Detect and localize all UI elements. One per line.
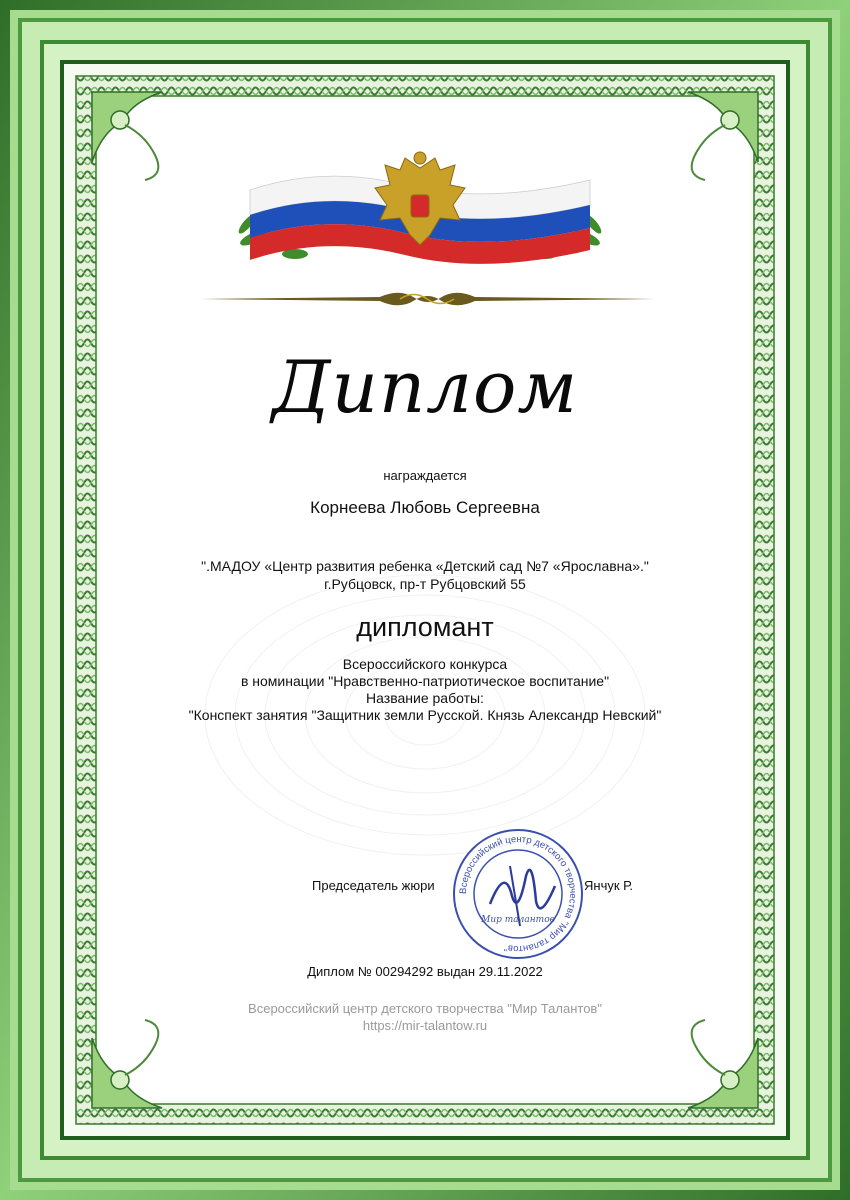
degree-label: дипломант bbox=[356, 612, 494, 642]
organization-address: г.Рубцовск, пр-т Рубцовский 55 bbox=[324, 576, 526, 592]
signature-label: Председатель жюри bbox=[312, 878, 435, 893]
signer-name: Янчук Р. bbox=[584, 878, 633, 893]
organization-line: ".МАДОУ «Центр развития ребенка «Детский сад №7 «Ярославна»." bbox=[201, 558, 649, 574]
stamp-center-text: Мир талантов bbox=[481, 915, 555, 925]
work-title: "Конспект занятия "Защитник земли Русской. Князь Александр Невский" bbox=[188, 707, 662, 723]
contest-info bbox=[0, 656, 850, 724]
recipient-name: Корнеева Любовь Сергеевна bbox=[310, 498, 540, 517]
contest-name: Всероссийского конкурса bbox=[342, 656, 508, 672]
contest-nomination: в номинации "Нравственно-патриотическое воспитание" bbox=[240, 673, 610, 689]
stamp-ring-text: Всероссийский центр детского творчества "Мир талантов" bbox=[457, 833, 579, 955]
diploma-title: Диплом bbox=[271, 345, 579, 429]
issuer-name: Всероссийский центр детского творчества "Мир Талантов" bbox=[248, 1001, 602, 1016]
work-title-label: Название работы: bbox=[366, 690, 484, 706]
organization bbox=[0, 557, 850, 593]
svg-text:Всероссийский центр детского т bbox=[458, 834, 578, 954]
flag-emblem bbox=[235, 150, 605, 275]
awarded-label: награждается bbox=[383, 468, 467, 483]
issuer-footer bbox=[0, 1000, 850, 1034]
issuer-website[interactable]: https://mir-talantow.ru bbox=[362, 1018, 488, 1033]
diploma-number: Диплом № 00294292 выдан 29.11.2022 bbox=[307, 964, 543, 979]
ornament-divider-icon bbox=[200, 286, 655, 312]
stamp-seal-icon bbox=[450, 826, 586, 962]
